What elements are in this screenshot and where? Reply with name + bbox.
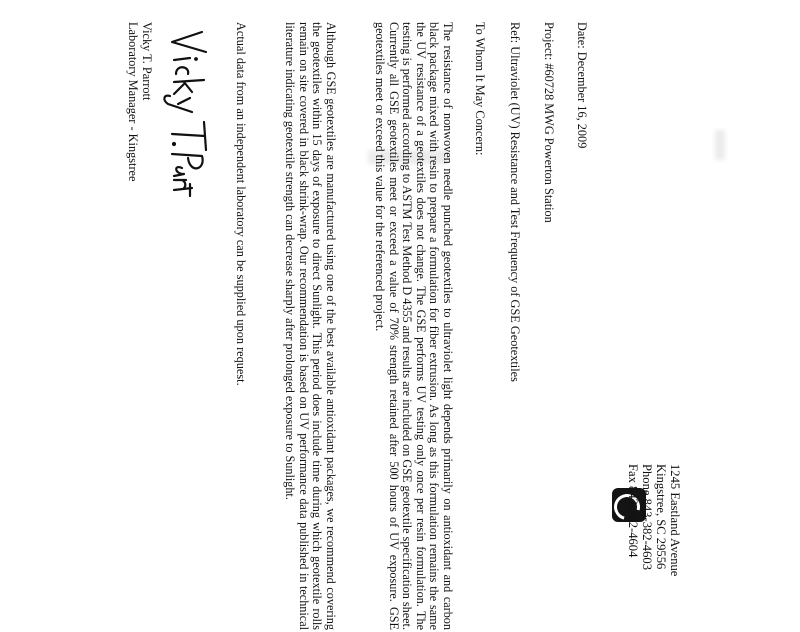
body-paragraph-1: The resistance of nonwoven needle punched geotextiles to ultraviolet light depends primarily on antioxidant and carbon black package mixed with resin to prepare a formulation for fiber extrusion. As long as this formulation remains the same the UV resistance of a geotextiles does not change. The GSE performs UV testing only once per resin formulation. The testing is performed according to ASTM Test Method D 4355 and results are included on GSE geotextile specification sheet. Currently all GSE geotextiles meet or exceed a value of 70% strength retained after 500 hours of UV exposure. GSE geotextiles meet or exceed this value for the referenced project. [373,22,455,630]
letterhead-address [626,464,682,576]
salutation: To Whom It May Concern: [473,22,487,156]
body-paragraph-3: Actual data from an independent laboratory can be supplied upon request. [234,22,248,386]
handwritten-signature [160,28,212,198]
body-paragraph-2: Although GSE geotextiles are manufactured using one of the best available antioxidant packages, we recommend covering the geotextiles within 15 days of exposure to direct Sunlight. This period does include time during which geotextile rolls remain on site covered in black shrink-wrap. Our recommendation is based on UV performance data published in technical literature indicating geotextile strength can decrease sharply after prolonged exposure to Sunlight. [283,22,338,630]
reference-line: Ref: Ultraviolet (UV) Resistance and Test Frequency of GSE Geotextiles [508,22,522,382]
signer-name: Vicky T. Parrott [140,22,154,101]
scan-smudge [715,130,725,160]
address-line: 1245 Eastland Avenue [668,464,682,577]
signer-title: Laboratory Manager - Kingstree [126,22,140,182]
address-line: Fax 843-382-4604 [626,464,640,558]
rotated-letter-page [22,22,682,632]
address-line: Kingstree, SC 29556 [654,464,668,570]
project-line: Project: #60728 MWG Powerton Station [542,22,556,223]
letter-date: Date: December 16, 2009 [575,22,589,149]
address-line: Phone 843-382-4603 [640,464,654,570]
